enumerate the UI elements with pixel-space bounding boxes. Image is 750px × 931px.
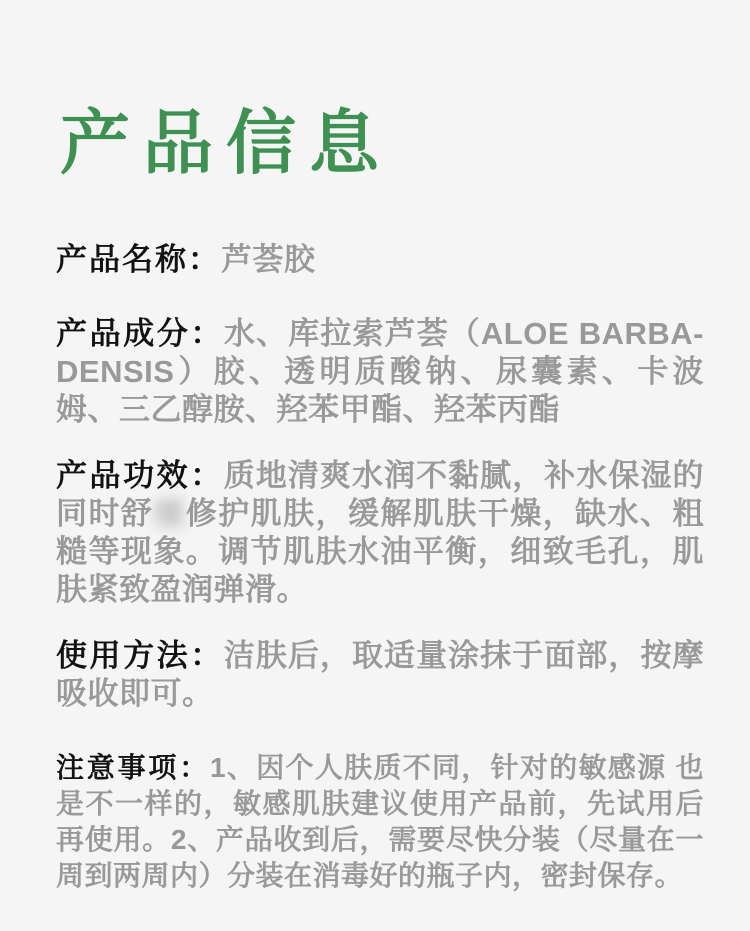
usage-label: 使用方法： <box>56 637 224 673</box>
ingredients-text: 水、库拉索芦荟（ALOE BARBA-DENSIS）胶、透明质酸钠、尿囊素、卡波姆、三乙醇胺、羟苯甲酯、羟苯丙酯 <box>56 315 705 427</box>
page-title: 产品信息 <box>60 104 392 182</box>
censored-blurred-character: 缓 <box>153 496 185 532</box>
section-usage <box>56 637 704 713</box>
section-notes <box>56 750 704 894</box>
usage-text: 洁肤后，取适量涂抹于面部，按摩吸收即可。 <box>56 637 705 711</box>
effects-text-before-blur: 质地清爽水润不黏腻，补水保湿的同时舒 <box>56 457 705 531</box>
section-product-name <box>56 241 704 279</box>
product-name-value: 芦荟胶 <box>221 241 316 277</box>
ingredients-label: 产品成分： <box>56 315 225 351</box>
effects-text-after-blur: 修护肌肤，缓解肌肤干燥，缺水、粗糙等现象。调节肌肤水油平衡，细致毛孔，肌肤紧致盈润弹滑。 <box>56 495 704 607</box>
section-ingredients <box>56 315 704 429</box>
effects-label: 产品功效： <box>56 457 224 493</box>
notes-label: 注意事项： <box>56 751 211 783</box>
product-name-label: 产品名称： <box>56 241 221 277</box>
notes-text: 1、因个人肤质不同，针对的敏感源 也是不一样的，敏感肌肤建议使用产品前，先试用后再使用。2、产品收到后，需要尽快分装（尽量在一周到两周内）分装在消毒好的瓶子内，密封保存。 <box>56 751 704 891</box>
section-effects <box>56 457 704 609</box>
